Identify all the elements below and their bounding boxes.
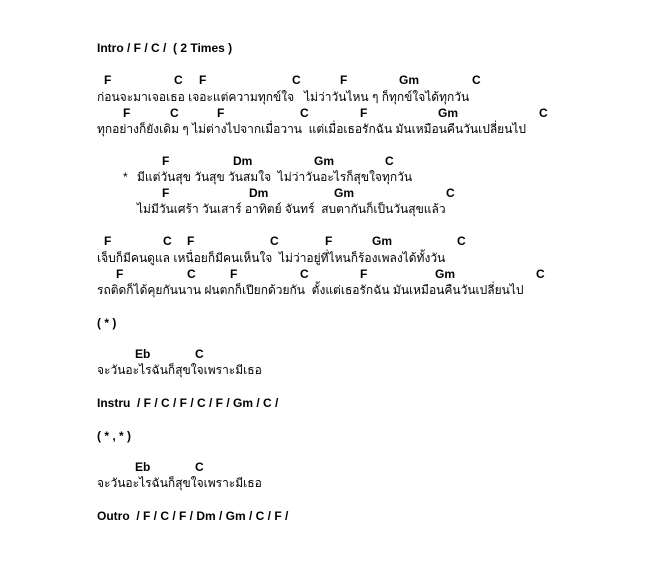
chord-gm: Gm [435,267,456,281]
chord-f: F [187,234,195,248]
lyric-line: ทุกอย่างก็ยังเดิม ๆ ไม่ต่างไปจากเมื่อวาน แต่เมื่อเธอรักฉัน มันเหมือนคืนวันเปลี่ยนไป [97,122,527,136]
chord-f: F [116,267,124,281]
chord-f: F [230,267,238,281]
chord-f: F [340,73,348,87]
chord-gm: Gm [399,73,420,87]
chord-c: C [170,106,179,120]
lyric-line: จะวันอะไรฉันก็สุขใจเพราะมีเธอ [97,476,262,490]
chord-c: C [195,460,204,474]
chord-c: C [385,154,394,168]
chord-f: F [162,186,170,200]
chord-eb: Eb [135,347,151,361]
chord-eb: Eb [135,460,151,474]
chord-c: C [539,106,548,120]
chord-dm: Dm [249,186,269,200]
chord-c: C [174,73,183,87]
chord-f: F [360,106,368,120]
lyric-line: มีแต่วันสุข วันสุข วันสมใจ ไม่ว่าวันอะไรก็สุขใจทุกวัน [137,170,413,184]
instru-line: Instru / F / C / F / C / F / Gm / C / [97,396,279,410]
repeat-chorus-twice: ( * , * ) [97,429,132,443]
chord-f: F [199,73,207,87]
chord-c: C [292,73,301,87]
chord-c: C [195,347,204,361]
repeat-chorus: ( * ) [97,316,117,330]
lyric-line: ก่อนจะมาเจอเธอ เจอะแต่ความทุกข์ใจ ไม่ว่าวันไหน ๆ ก็ทุกข์ใจได้ทุกวัน [97,90,470,104]
chord-f: F [104,234,112,248]
chord-gm: Gm [438,106,459,120]
chord-f: F [217,106,225,120]
chord-c: C [457,234,466,248]
chord-c: C [163,234,172,248]
outro-line: Outro / F / C / F / Dm / Gm / C / F / [97,509,289,523]
chord-f: F [325,234,333,248]
lyric-line: จะวันอะไรฉันก็สุขใจเพราะมีเธอ [97,363,262,377]
chord-gm: Gm [334,186,355,200]
lyric-line: รถติดก็ได้คุยกันนาน ฝนตกก็เปียกด้วยกัน ตั้งแต่เธอรักฉัน มันเหมือนคืนวันเปลี่ยนไป [97,283,524,297]
chord-f: F [123,106,131,120]
lyric-line: ไม่มีวันเศร้า วันเสาร์ อาทิตย์ จันทร์ สบตากันก็เป็นวันสุขแล้ว [137,202,446,216]
chord-f: F [162,154,170,168]
lyric-line: เจ็บก็มีคนดูแล เหนื่อยก็มีคนเห็นใจ ไม่ว่าอยู่ที่ไหนก็ร้องเพลงได้ทั้งวัน [97,251,446,265]
chord-c: C [270,234,279,248]
chord-c: C [472,73,481,87]
chord-c: C [300,106,309,120]
chord-c: C [187,267,196,281]
intro-line: Intro / F / C / ( 2 Times ) [97,41,233,55]
chorus-marker: * [123,170,128,184]
chord-gm: Gm [314,154,335,168]
chord-dm: Dm [233,154,253,168]
chord-f: F [104,73,112,87]
chord-c: C [536,267,545,281]
chord-f: F [360,267,368,281]
chord-c: C [300,267,309,281]
chord-gm: Gm [372,234,393,248]
chord-c: C [446,186,455,200]
